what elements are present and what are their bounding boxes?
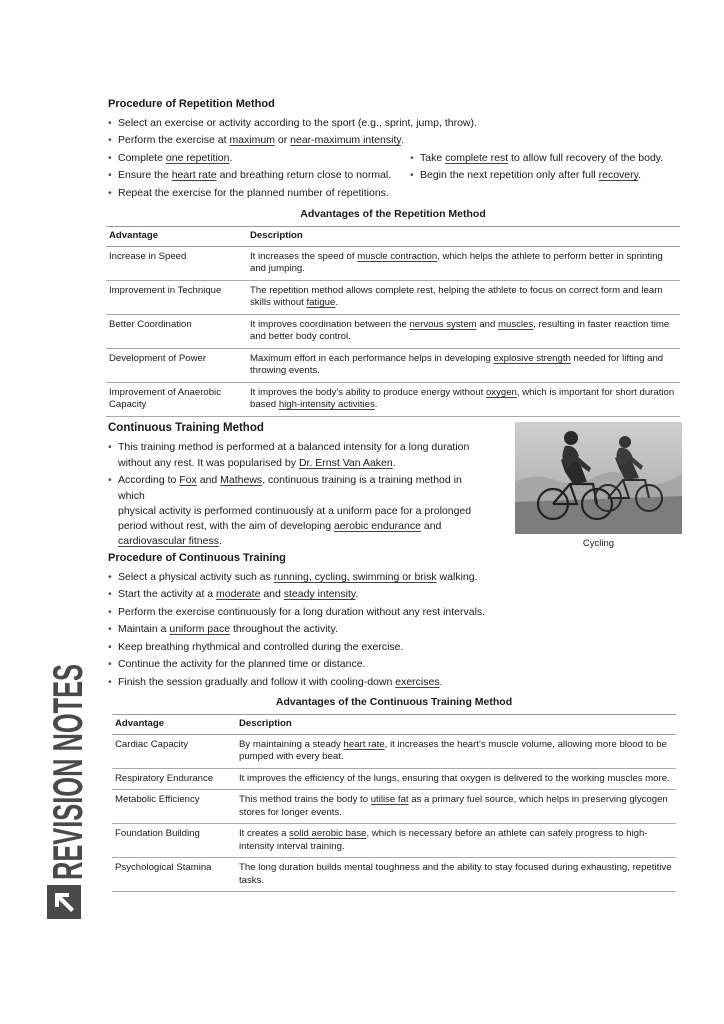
list-item-text: . [400, 134, 404, 146]
list-item [108, 133, 404, 147]
list-item-continuation [118, 456, 396, 470]
key-term: exercises [395, 676, 440, 688]
list-item-text: physical activity is performed continuously at a uniform pace for a prolonged [118, 505, 472, 517]
bullet-icon: • [108, 169, 112, 181]
bullet-icon: • [410, 152, 414, 164]
list-item-continuation [118, 489, 145, 503]
description-cell: It improves the efficiency of the lungs, ensuring that oxygen is delivered to the working muscles more. [236, 768, 676, 790]
description-cell: It increases the speed of muscle contraction, which helps the athlete to perform better in sprinting and jumping. [247, 246, 680, 280]
arrow-up-left-icon [47, 885, 81, 919]
continuous-table-title: Advantages of the Continuous Training Method [275, 696, 513, 708]
list-item-text: Continue the activity for the planned time or distance. [118, 658, 366, 670]
list-item-text: throughout the activity. [230, 623, 338, 635]
list-item-text: to allow full recovery of the body. [508, 152, 664, 164]
list-item-text: Finish the session gradually and follow it with cooling-down [118, 676, 396, 688]
key-term: Mathews [220, 474, 263, 486]
list-item [108, 570, 478, 584]
list-item-text: According to [118, 474, 180, 486]
description-cell: This method trains the body to utilise fat as a primary fuel source, which helps in preserving glycogen stores for longer events. [236, 790, 676, 824]
bullet-icon: • [410, 169, 414, 181]
advantage-cell: Increase in Speed [106, 246, 247, 280]
description-cell: It improves coordination between the nervous system and muscles, resulting in faster reaction time and better body control. [247, 314, 680, 348]
advantage-cell: Psychological Stamina [112, 858, 236, 892]
list-item-text: . [355, 588, 359, 600]
table-row [112, 768, 676, 790]
list-item [108, 440, 469, 454]
table-row [112, 734, 676, 768]
list-item-text: walking. [436, 571, 478, 583]
list-item-text: and breathing return close to normal. [216, 169, 392, 181]
photo-caption: Cycling [582, 538, 615, 549]
description-cell: The repetition method allows complete rest, helping the athlete to focus on correct form and learn skills without fatigue. [247, 280, 680, 314]
column-header-advantage: Advantage [106, 227, 247, 247]
list-item-text: . [229, 152, 233, 164]
table-row [112, 790, 676, 824]
list-item-text: . [218, 535, 222, 547]
advantage-cell: Foundation Building [112, 824, 236, 858]
advantage-cell: Better Coordination [106, 314, 247, 348]
table-header-row [112, 715, 676, 735]
bullet-icon: • [108, 571, 112, 583]
list-item-text: Begin the next repetition only after full [420, 169, 599, 181]
list-item-text: . [392, 457, 396, 469]
list-item [108, 675, 443, 689]
list-item-continuation [118, 519, 441, 533]
table-row [112, 824, 676, 858]
table-row [106, 382, 680, 416]
column-header-advantage: Advantage [112, 715, 236, 735]
advantage-cell: Development of Power [106, 348, 247, 382]
list-item-text: and [196, 474, 221, 486]
advantage-cell: Improvement of Anaerobic Capacity [106, 382, 247, 416]
list-item-continuation [118, 504, 471, 518]
key-term: Fox [179, 474, 197, 486]
list-item [108, 605, 485, 619]
key-term: aerobic endurance [333, 520, 421, 532]
key-term: uniform pace [169, 623, 231, 635]
list-item-text: Ensure the [118, 169, 172, 181]
list-item-text: Select a physical activity such as [118, 571, 274, 583]
list-item-text: , continuous training is a training method in [262, 474, 462, 486]
list-item [108, 657, 365, 671]
list-item [108, 640, 403, 654]
description-cell: It improves the body's ability to produce energy without oxygen, which is important for short duration based high-intensity activities. [247, 382, 680, 416]
bullet-icon: • [108, 658, 112, 670]
list-item [410, 168, 641, 182]
key-term: moderate [216, 588, 261, 600]
key-term: heart rate [171, 169, 217, 181]
cycling-photo [515, 422, 682, 534]
key-term: Dr. Ernst Van Aaken [298, 457, 393, 469]
list-item [108, 168, 391, 182]
list-item-text: period without rest, with the aim of developing [118, 520, 334, 532]
table-row [106, 246, 680, 280]
bullet-icon: • [108, 606, 112, 618]
key-term: complete rest [445, 152, 509, 164]
table-row [106, 314, 680, 348]
continuous-procedure-heading: Procedure of Continuous Training [108, 552, 286, 564]
list-item-text: . [638, 169, 642, 181]
list-item-continuation [118, 534, 222, 548]
bullet-icon: • [108, 117, 112, 129]
key-term: steady intensity [283, 588, 356, 600]
table-row [106, 348, 680, 382]
list-item [108, 587, 358, 601]
column-header-description: Description [236, 715, 676, 735]
bullet-icon: • [108, 588, 112, 600]
bullet-icon: • [108, 676, 112, 688]
description-cell: Maximum effort in each performance helps in developing explosive strength needed for lifting and throwing events. [247, 348, 680, 382]
list-item [108, 151, 232, 165]
list-item [108, 186, 389, 200]
repetition-table-title: Advantages of the Repetition Method [300, 208, 486, 220]
list-item-text: Maintain a [118, 623, 170, 635]
list-item [108, 622, 338, 636]
list-item-text: without any rest. It was popularised by [118, 457, 299, 469]
advantage-cell: Metabolic Efficiency [112, 790, 236, 824]
list-item-text: Start the activity at a [118, 588, 217, 600]
continuous-heading: Continuous Training Method [108, 422, 264, 434]
key-term: one repetition [165, 152, 230, 164]
bullet-icon: • [108, 134, 112, 146]
list-item-text: Perform the exercise continuously for a long duration without any rest intervals. [118, 606, 486, 618]
continuous-advantages-table [112, 714, 676, 892]
list-item-text: Keep breathing rhythmical and controlled during the exercise. [118, 641, 404, 653]
repetition-procedure-heading: Procedure of Repetition Method [108, 98, 275, 110]
bullet-icon: • [108, 623, 112, 635]
bullet-icon: • [108, 187, 112, 199]
list-item [410, 151, 663, 165]
revision-notes-side-label [12, 660, 94, 880]
table-row [112, 858, 676, 892]
table-header-row [106, 227, 680, 247]
list-item [108, 473, 462, 487]
list-item-text: and [420, 520, 442, 532]
bullet-icon: • [108, 441, 112, 453]
list-item-text: Take [420, 152, 446, 164]
list-item-text: Complete [118, 152, 166, 164]
bullet-icon: • [108, 152, 112, 164]
key-term: maximum [229, 134, 275, 146]
list-item-text: and [260, 588, 284, 600]
advantage-cell: Improvement in Technique [106, 280, 247, 314]
advantage-cell: Cardiac Capacity [112, 734, 236, 768]
advantage-cell: Respiratory Endurance [112, 768, 236, 790]
key-term: near-maximum intensity [290, 134, 401, 146]
list-item-text: This training method is performed at a balanced intensity for a long duration [118, 441, 470, 453]
list-item-text: . [439, 676, 443, 688]
list-item-text: or [274, 134, 291, 146]
repetition-advantages-table [106, 226, 680, 417]
list-item-text: Repeat the exercise for the planned number of repetitions. [118, 187, 389, 199]
description-cell: The long duration builds mental toughness and the ability to stay focused during exhausting, repetitive tasks. [236, 858, 676, 892]
revision-notes-label-text: REVISION NOTES [44, 660, 91, 880]
table-row [106, 280, 680, 314]
list-item [108, 116, 477, 130]
description-cell: It creates a solid aerobic base, which is necessary before an athlete can safely progress to high-intensity interval training. [236, 824, 676, 858]
list-item-text: Select an exercise or activity according to the sport (e.g., sprint, jump, throw). [118, 117, 477, 129]
bullet-icon: • [108, 474, 112, 486]
key-term: running, cycling, swimming or brisk [273, 571, 437, 583]
list-item-text: Perform the exercise at [118, 134, 230, 146]
column-header-description: Description [247, 227, 680, 247]
list-item-text: which [118, 490, 145, 502]
bullet-icon: • [108, 641, 112, 653]
description-cell: By maintaining a steady heart rate, it increases the heart's muscle volume, allowing more blood to be pumped with every beat. [236, 734, 676, 768]
key-term: cardiovascular fitness [118, 535, 219, 547]
key-term: recovery [598, 169, 639, 181]
